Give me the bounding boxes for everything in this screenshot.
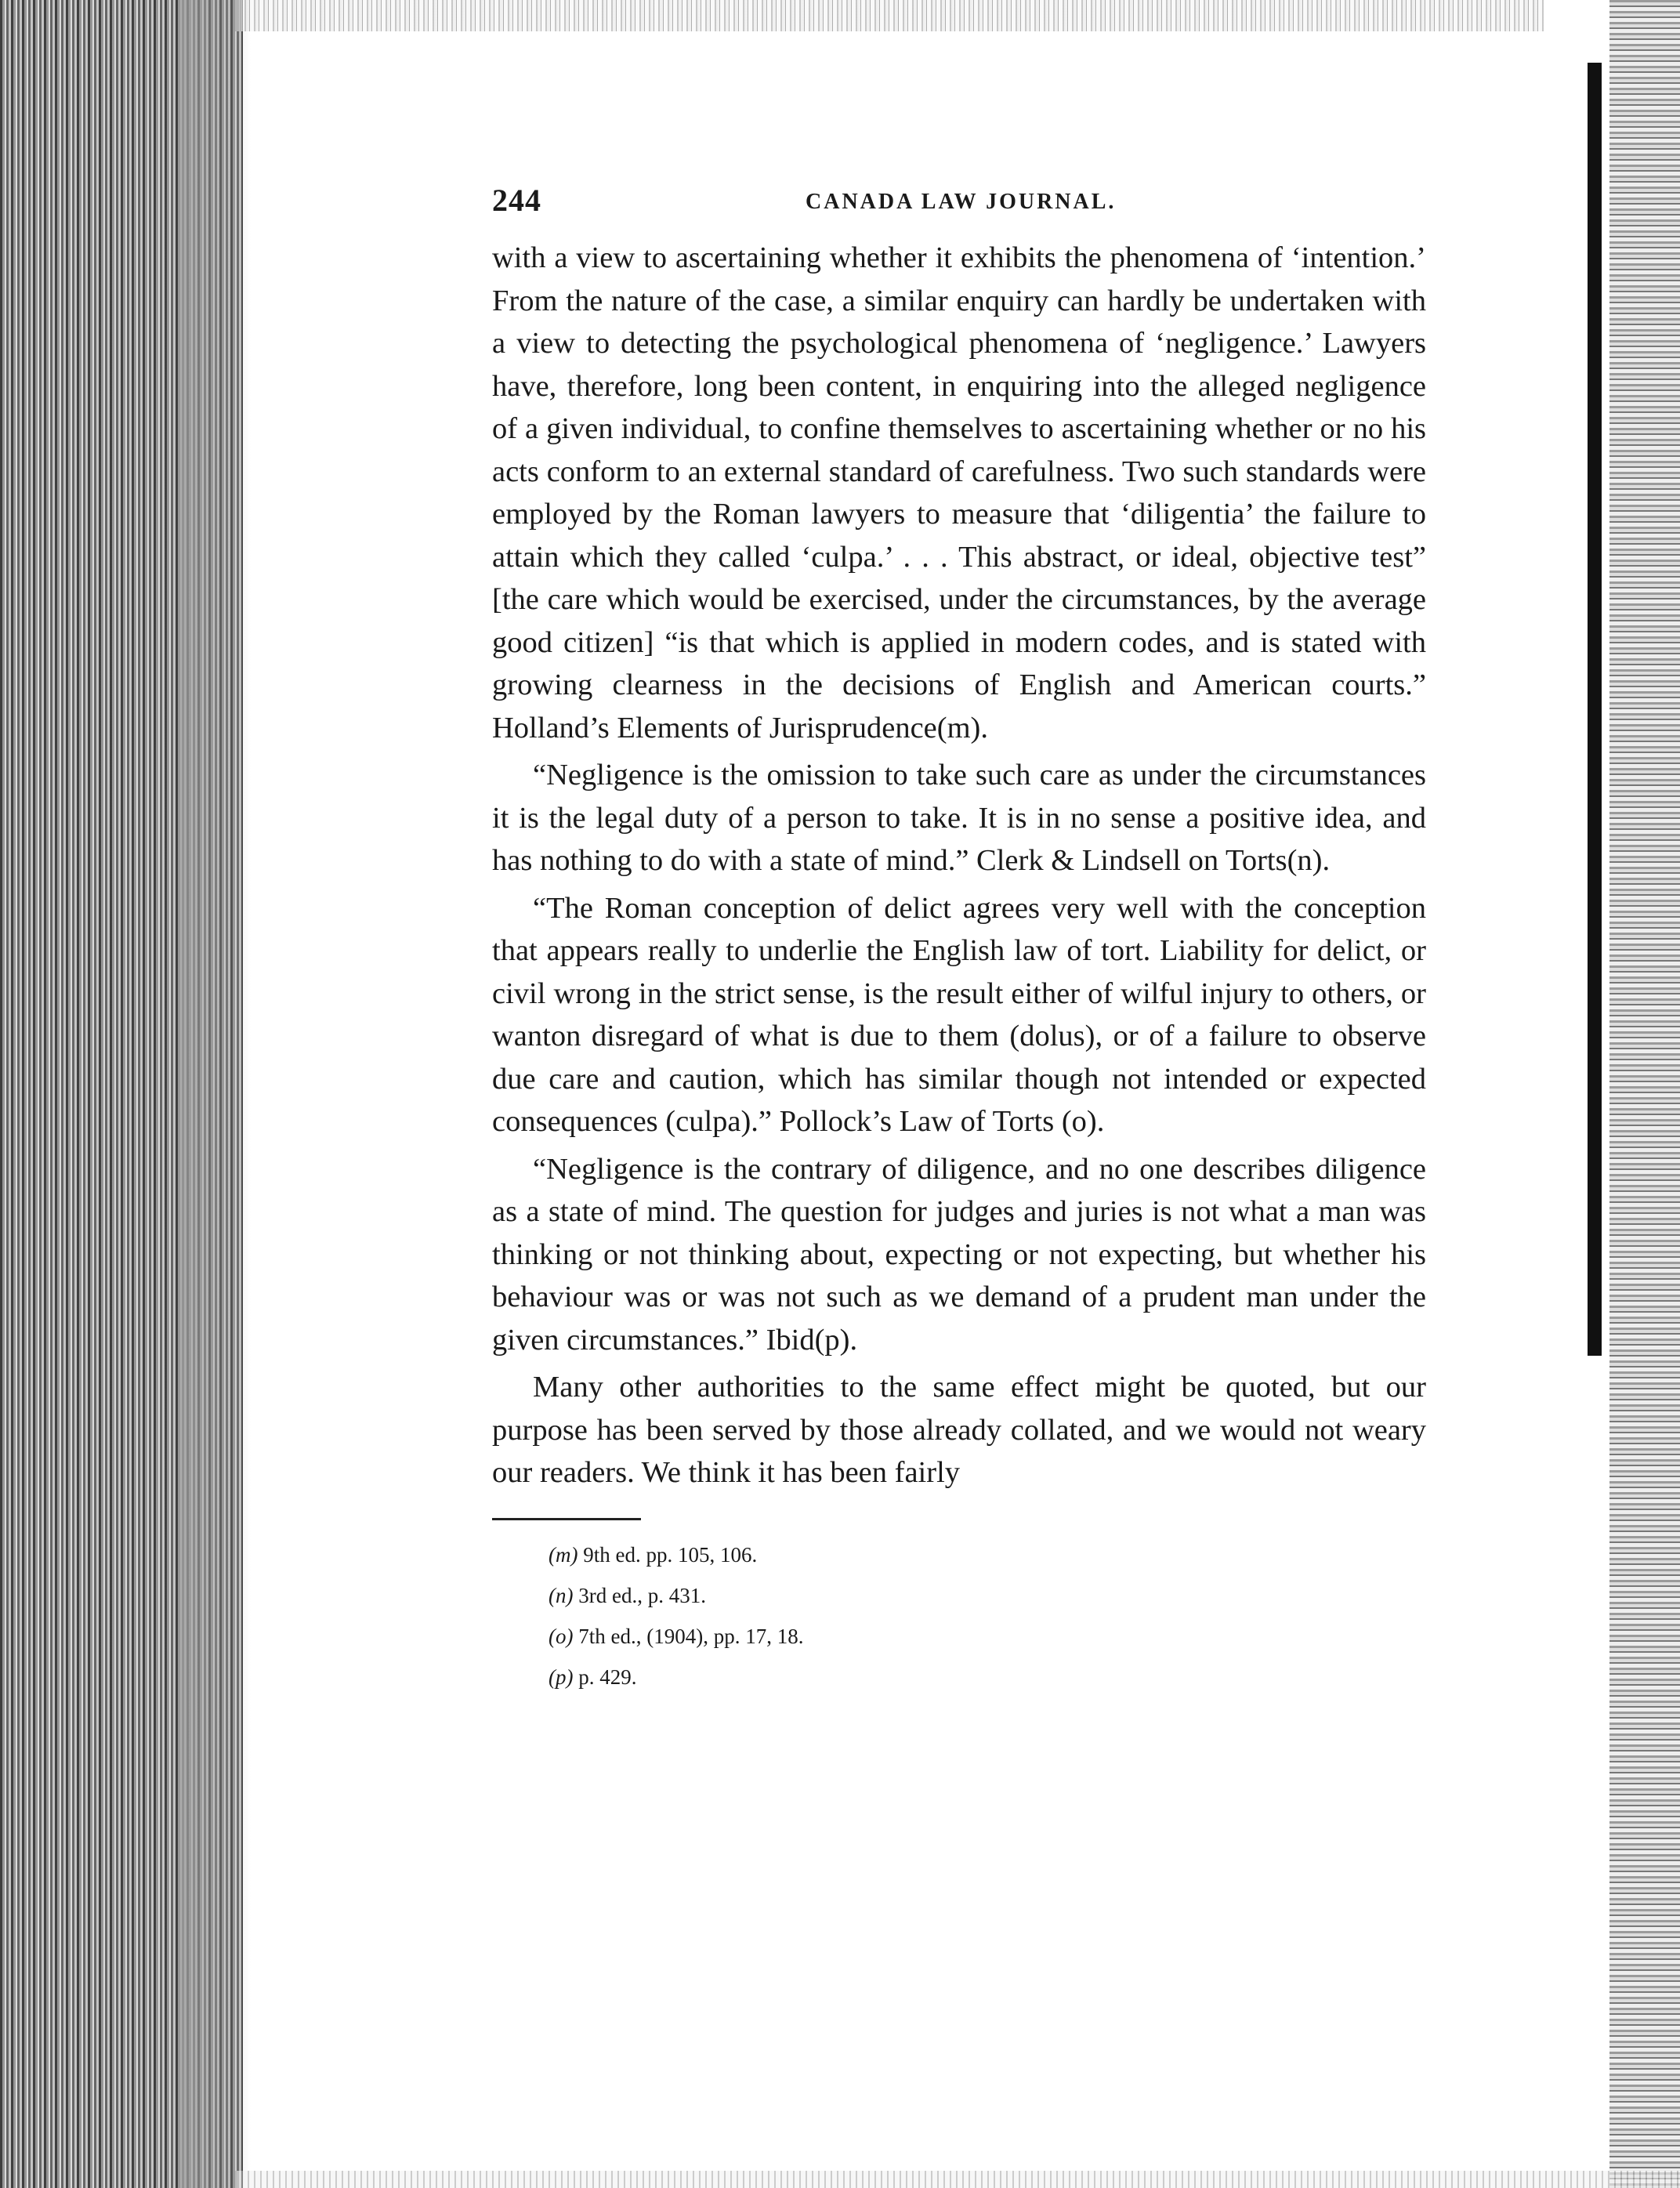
page-number: 244 — [492, 183, 541, 218]
running-head — [492, 182, 1426, 229]
scan-right-bar — [1588, 63, 1602, 1356]
footnote-divider — [492, 1518, 641, 1520]
footnote-o — [549, 1616, 1426, 1657]
paragraph-1: with a view to ascertaining whether it exhibits the phenomena of ‘intention.’ From the nature of the case, a similar enquiry can hardly be undertaken with a view to detecting the psychological phenomena of ‘negligence.’ Lawyers have, therefore, long been content, in enquiring into the alleged negligence of a given individual, to confine themselves to ascertaining whether or no his acts conform to an external standard of carefulness. Two such standards were employed by the Roman lawyers to measure that ‘diligentia’ the failure to attain which they called ‘culpa.’ . . . This abstract, or ideal, objective test” [the care which would be exercised, under the circumstances, by the average good citizen] “is that which is applied in modern codes, and is stated with growing clearness in the decisions of English and American courts.” Holland’s Elements of Jurisprudence(m). — [492, 241, 1426, 744]
scan-left-shadow — [180, 0, 251, 2188]
body-text — [492, 237, 1426, 1494]
paragraph-3: “The Roman conception of delict agrees very well with the conception that appears really to underlie the English law of tort. Liability for delict, or civil wrong in the strict sense, is the result either of wilful injury to others, or wanton disregard of what is due to them (dolus), or of a failure to observe due care and caution, which has similar though not intended or expected consequences (culpa).” Pollock’s Law of Torts (o). — [492, 891, 1426, 1138]
scan-bottom-edge — [235, 2171, 1680, 2188]
footnote-marker: (p) — [549, 1665, 574, 1689]
footnote-n — [549, 1575, 1426, 1616]
footnote-text: 3rd ed., p. 431. — [578, 1583, 706, 1607]
footnote-marker: (m) — [549, 1542, 578, 1567]
journal-title: CANADA LAW JOURNAL. — [806, 190, 1117, 214]
footnote-text: p. 429. — [578, 1665, 637, 1689]
footnote-marker: (o) — [549, 1624, 574, 1648]
scan-right-edge — [1609, 0, 1680, 2188]
paragraph-4: “Negligence is the contrary of diligence, and no one describes diligence as a state of mind. The question for judges and juries is not what a man was thinking or not thinking about, expecting or not expecting, but whether his behaviour was or was not such as we demand of a prudent man under the given circumstances.” Ibid(p). — [492, 1152, 1426, 1357]
footnote-p — [549, 1657, 1426, 1697]
paragraph-5: Many other authorities to the same effect might be quoted, but our purpose has been served by those already collated, and we would not weary our readers. We think it has been fairly — [492, 1371, 1426, 1489]
footnote-text: 9th ed. pp. 105, 106. — [583, 1542, 758, 1567]
footnote-m — [549, 1534, 1426, 1575]
document-page — [492, 182, 1426, 1697]
paragraph-2: “Negligence is the omission to take such care as under the circumstances it is the legal duty of a person to take. It is in no sense a positive idea, and has nothing to do with a state of mind.” Clerk & Lindsell on Torts(n). — [492, 759, 1426, 877]
footnote-marker: (n) — [549, 1583, 574, 1607]
footnote-text: 7th ed., (1904), pp. 17, 18. — [578, 1624, 804, 1648]
footnotes — [492, 1534, 1426, 1697]
scan-top-edge — [235, 0, 1544, 31]
